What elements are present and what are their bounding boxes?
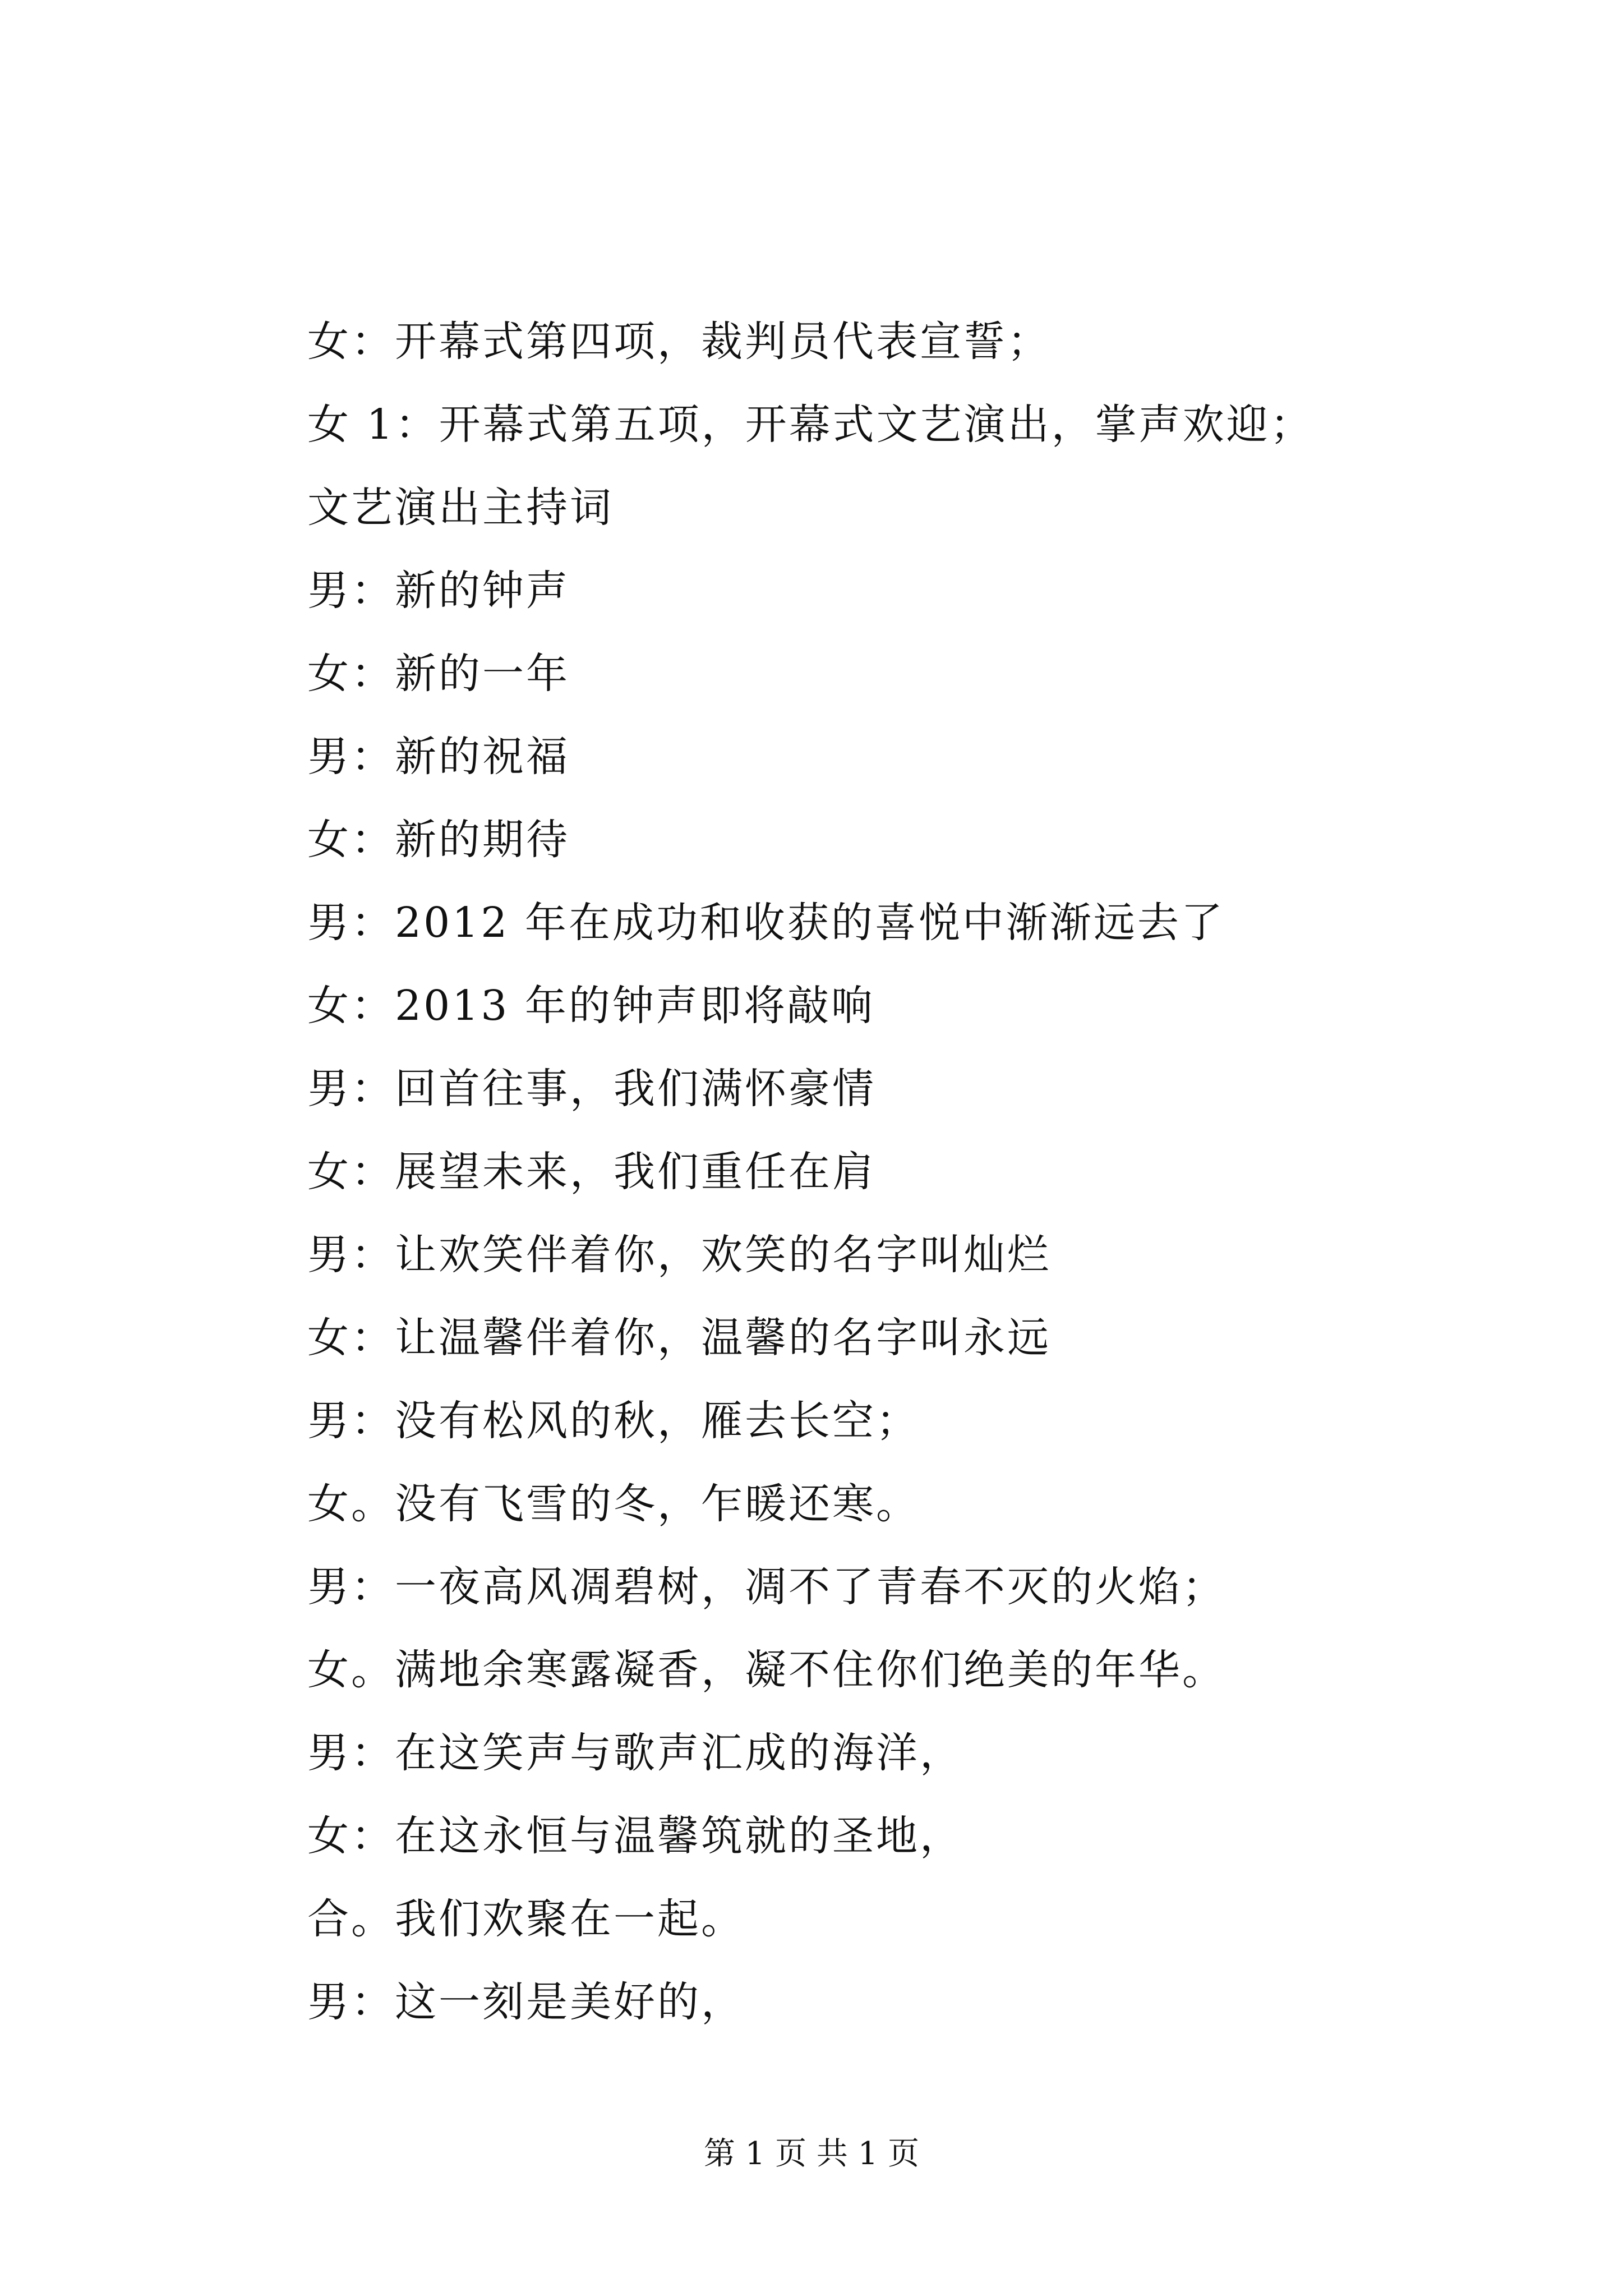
text-line: 男：回首往事，我们满怀豪情 (307, 1065, 876, 1113)
text-line: 女：2013 年的钟声即将敲响 (307, 982, 875, 1030)
text-line: 女：新的一年 (307, 650, 570, 698)
text-line: 男：没有松风的秋，雁去长空； (307, 1397, 920, 1445)
text-line: 男：让欢笑伴着你，欢笑的名字叫灿烂 (307, 1231, 1051, 1279)
text-line: 女：开幕式第四项，裁判员代表宣誓； (307, 318, 1051, 366)
text-line: 男：新的钟声 (307, 567, 570, 615)
text-line: 男：这一刻是美好的， (307, 1978, 745, 2026)
document-body (307, 300, 1541, 2044)
text-line: 女：让温馨伴着你，温馨的名字叫永远 (307, 1314, 1051, 1362)
text-line: 女：新的期待 (307, 816, 570, 864)
text-line: 女。满地余寒露凝香，凝不住你们绝美的年华。 (307, 1646, 1226, 1694)
text-line: 男：2012 年在成功和收获的喜悦中渐渐远去了 (307, 899, 1225, 947)
text-line: 男：在这笑声与歌声汇成的海洋， (307, 1729, 963, 1777)
text-line: 女 1：开幕式第五项，开幕式文艺演出，掌声欢迎； (307, 401, 1314, 449)
text-line: 女。没有飞雪的冬，乍暖还寒。 (307, 1480, 920, 1528)
text-line: 合。我们欢聚在一起。 (307, 1895, 745, 1943)
text-line: 男：新的祝福 (307, 733, 570, 781)
section-heading: 文艺演出主持词 (307, 484, 614, 532)
text-line: 女：展望未来，我们重任在肩 (307, 1148, 876, 1196)
text-line: 男：一夜高风凋碧树，凋不了青春不灭的火焰； (307, 1563, 1226, 1611)
page-footer: 第 1 页 共 1 页 (703, 2136, 920, 2172)
text-line: 女：在这永恒与温馨筑就的圣地， (307, 1812, 963, 1860)
